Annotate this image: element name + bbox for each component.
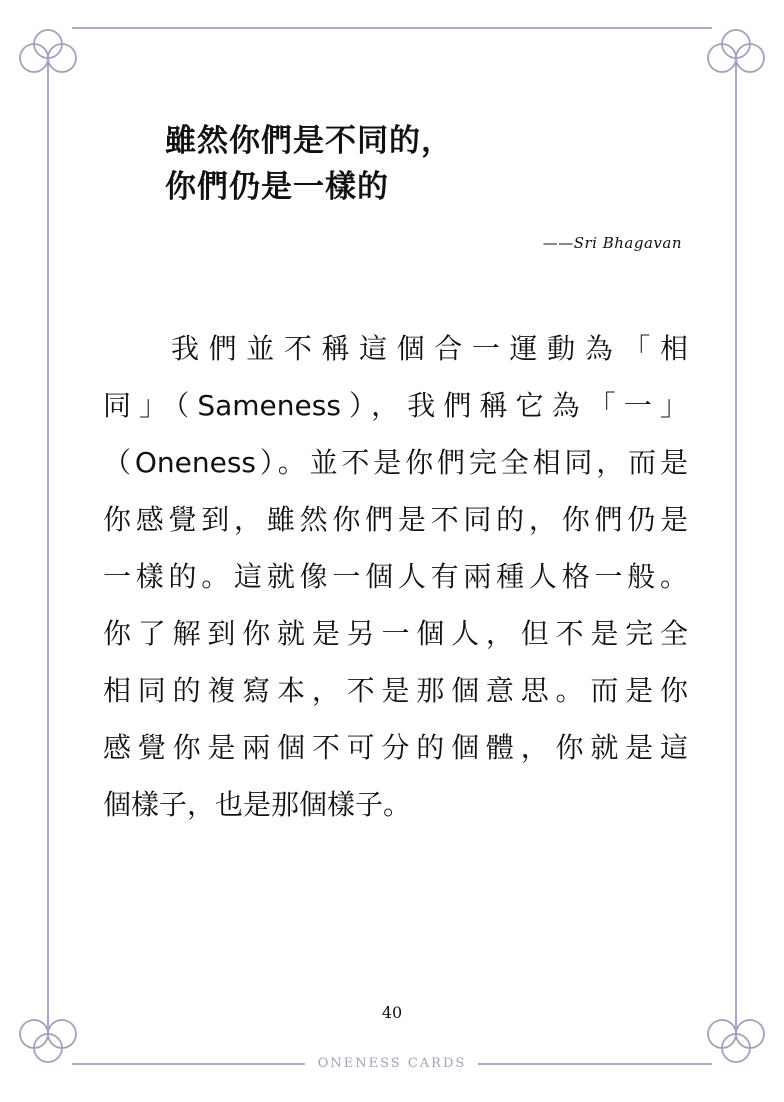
body-line: 同」（Sameness），我們稱它為「一」 <box>103 389 688 422</box>
page-number: 40 <box>381 1003 403 1022</box>
body-line: 感覺你是兩個不可分的個體，你就是這 <box>103 731 688 764</box>
title-line-1: 雖然你們是不同的， <box>165 123 453 159</box>
body-line: 你了解到你就是另一個人，但不是完全 <box>103 617 688 650</box>
body-line: 你感覺到，雖然你們是不同的，你們仍是 <box>103 503 688 536</box>
quote-attribution: ——Sri Bhagavan <box>542 234 682 252</box>
body-line: （Oneness）。並不是你們完全相同，而是 <box>103 446 688 479</box>
body-line: 個樣子，也是那個樣子。 <box>103 788 412 821</box>
body-paragraph <box>103 320 688 833</box>
title-line-2: 你們仍是一樣的 <box>165 169 389 205</box>
footer-brand: ONENESS CARDS <box>317 1056 467 1071</box>
body-line: 我們並不稱這個合一運動為「相 <box>171 332 688 365</box>
body-line: 一樣的。這就像一個人有兩種人格一般。 <box>103 560 688 593</box>
body-line: 相同的複寫本，不是那個意思。而是你 <box>103 674 688 707</box>
